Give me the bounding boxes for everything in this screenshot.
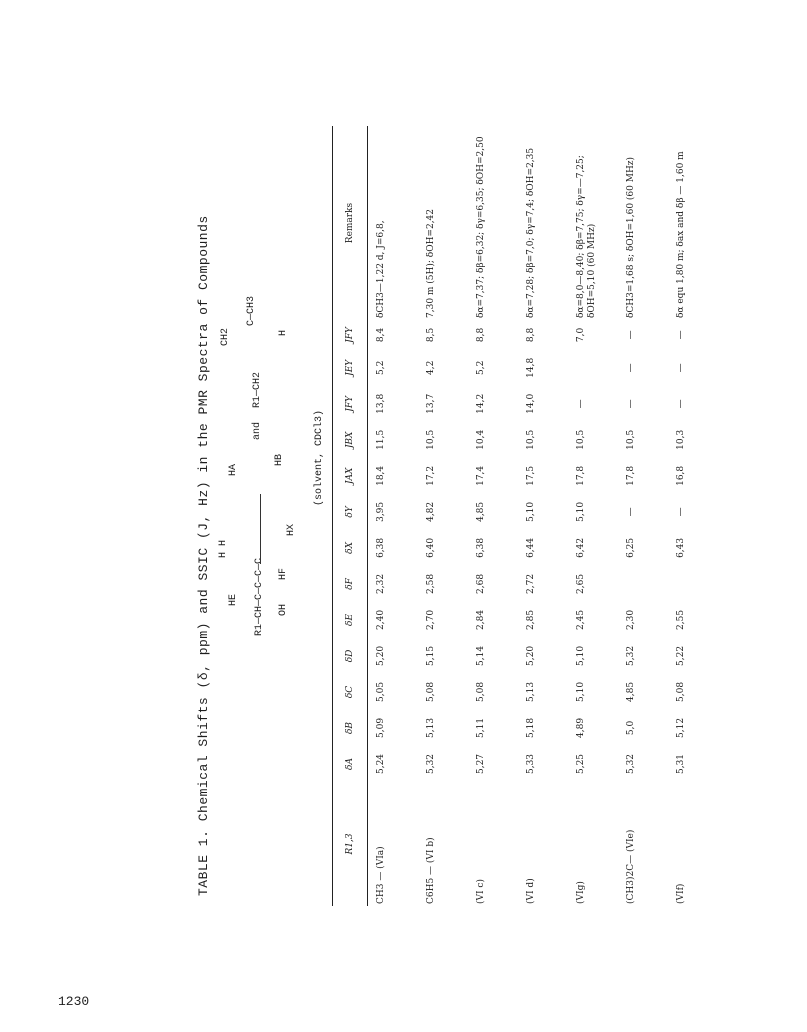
col-JFY: JFY: [333, 386, 368, 422]
structure-label-ch2: CH2: [220, 327, 231, 346]
page-number: 1230: [58, 994, 90, 1009]
structure-label-r1: R1—CH—C—C—C—C: [254, 557, 265, 636]
col-dE: δE: [333, 602, 368, 638]
structure-label-he: HE: [228, 593, 239, 606]
table-row: CH3 — (VIa) 5,24 5,09 5,05 5,20 2,40 2,32 6,38 3,95 18,4 11,5 13,8 5,2 8,4 δCH3—1,22 d, J=6,8,: [376, 220, 386, 904]
col-dA: δA: [333, 746, 368, 782]
col-dD: δD: [333, 638, 368, 674]
structure-label-rch2: R1—CH2: [252, 371, 263, 408]
structure-label-ha: HA: [228, 463, 239, 476]
structure-label-and: and: [252, 421, 263, 440]
col-dF: δF: [333, 566, 368, 602]
col-dX: δX: [333, 530, 368, 566]
col-dC: δC: [333, 674, 368, 710]
table-row: C6H5 — (VI b) 5,32 5,13 5,08 5,15 2,70 2,58 6,40 4,82 17,2 10,5 13,7 4,2 8,5 7,30 m (5H); δOH=2,42: [426, 208, 436, 904]
structure-label-hx: HX: [286, 523, 297, 536]
structure-label-oh: OH: [278, 603, 289, 616]
table-title: TABLE 1. Chemical Shifts (δ, ppm) and SSIC (J, Hz) in the PMR Spectra of Compounds: [196, 215, 211, 896]
structure-label-h-bottom: H: [278, 329, 289, 336]
structure-label-h-top: H H: [218, 539, 229, 558]
col-dY: δY: [333, 494, 368, 530]
table-row: (VI c) 5,27 5,11 5,08 5,14 2,84 2,68 6,38 4,85 17,4 10,4 14,2 5,2 8,8 δα=7,37; δβ=6,32; δγ=6,35; δOH=2,50: [476, 136, 486, 904]
nmr-table: [332, 126, 726, 906]
solvent-note: (solvent, CDCl3): [314, 409, 325, 506]
col-JAX: JAX: [333, 458, 368, 494]
col-JEY: JEY: [333, 350, 368, 386]
structure-label-hb: HB: [274, 453, 285, 466]
table-row: (CH3)2C— (VIe) 5,32 5,0 4,85 5,32 2,30 6,25 — 17,8 10,5 — — — δCH3=1,68 s; δOH=1,60 (60 MHz): [626, 156, 636, 904]
table-row: (VIf) 5,31 5,12 5,08 5,22 2,55 6,43 — 16,8 10,3 — — — δα equ 1,80 m; δax and δβ — 1,60 m: [676, 151, 686, 904]
col-JBX: JBX: [333, 422, 368, 458]
structure-label-hf: HF: [278, 567, 289, 580]
col-JFY2: JFY: [333, 320, 368, 350]
col-r13: R1,3: [333, 782, 368, 906]
col-dB: δB: [333, 710, 368, 746]
col-remarks: Remarks: [333, 126, 368, 320]
table-row: (VIg) 5,25 4,89 5,10 5,10 2,45 2,65 6,42 5,10 17,8 10,5 — 7,0 δα=8,0—8,40; δβ=7,75; δγ=—7,25; δOH=5,10 (60 MHz): [576, 155, 597, 904]
rotated-table-block: [196, 126, 766, 906]
table-row: (VI d) 5,33 5,18 5,13 5,20 2,85 2,72 6,44 5,10 17,5 10,5 14,0 14,8 8,8 δα=7,28; δβ=7,0; δγ=7,4; δOH=2,35: [526, 147, 536, 904]
structure-label-cch3: C—CH3: [246, 295, 257, 326]
